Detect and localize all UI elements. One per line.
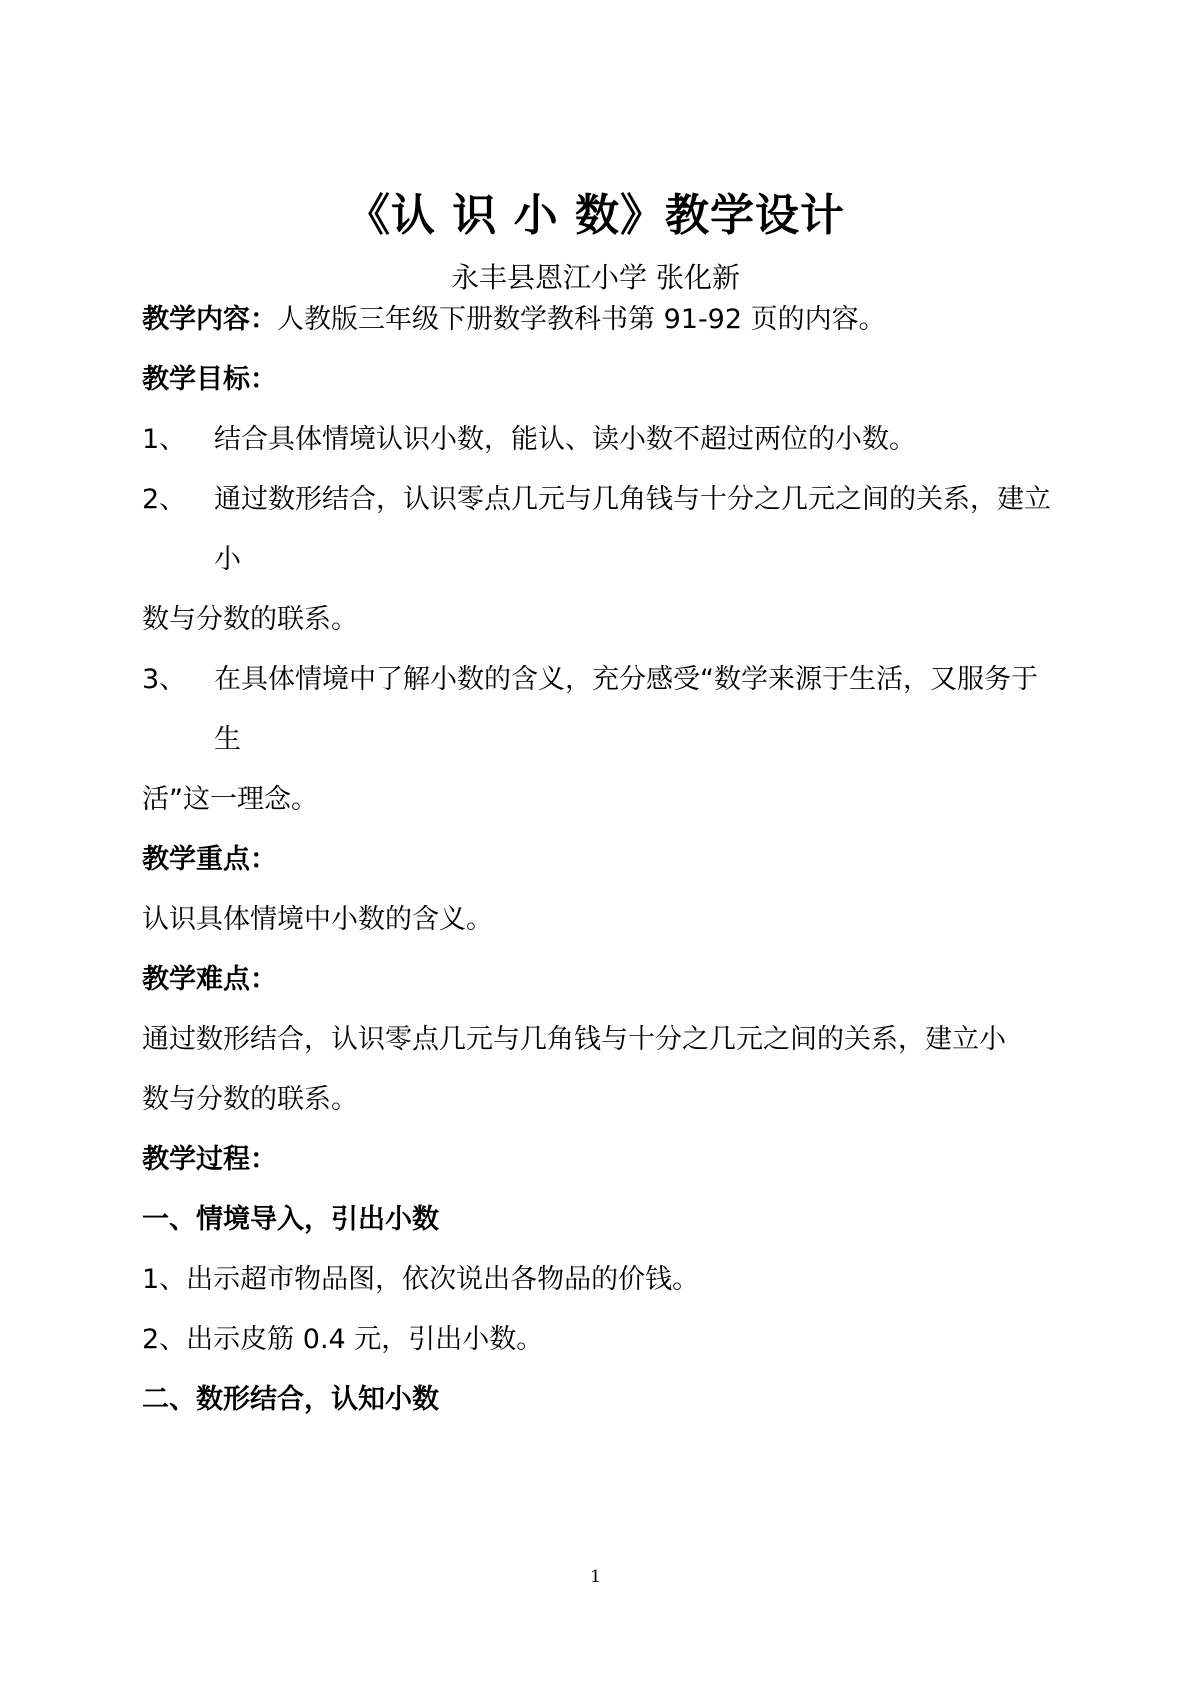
objective-2-number: 2、 <box>142 484 187 515</box>
difficulty-text-line1: 通过数形结合，认识零点几元与几角钱与十分之几元之间的关系，建立小 <box>142 1024 1006 1055</box>
content-line <box>142 302 886 338</box>
difficulty-heading: 教学难点： <box>142 964 277 995</box>
objective-3-text-line1: 在具体情境中了解小数的含义，充分感受“数学来源于生活，又服务于 <box>214 664 1038 695</box>
objective-3-text-line2: 生 <box>214 724 241 755</box>
key-point-heading: 教学重点： <box>142 844 277 875</box>
document-title: 《认 识 小 数》教学设计 <box>346 190 845 241</box>
document-author: 永丰县恩江小学 张化新 <box>451 261 740 294</box>
objective-3-continuation: 活”这一理念。 <box>142 784 318 815</box>
objective-2-continuation: 数与分数的联系。 <box>142 604 358 635</box>
section-1-step-2: 2、出示皮筋 0.4 元，引出小数。 <box>142 1324 544 1355</box>
section-1-step-1: 1、出示超市物品图，依次说出各物品的价钱。 <box>142 1264 700 1295</box>
difficulty-text-line2: 数与分数的联系。 <box>142 1084 358 1115</box>
page-number: 1 <box>590 1567 601 1587</box>
objective-1-number: 1、 <box>142 424 187 455</box>
content-label: 教学内容： <box>142 304 277 335</box>
objectives-heading: 教学目标： <box>142 364 277 395</box>
objective-2-text-line2: 小 <box>214 544 241 575</box>
objective-2-text-line1: 通过数形结合，认识零点几元与几角钱与十分之几元之间的关系，建立 <box>214 484 1051 515</box>
key-point-text: 认识具体情境中小数的含义。 <box>142 904 493 935</box>
content-text: 人教版三年级下册数学教科书第 91-92 页的内容。 <box>277 304 886 335</box>
section-2-heading: 二、数形结合，认知小数 <box>142 1384 439 1415</box>
objective-3-number: 3、 <box>142 664 187 695</box>
objective-1-text: 结合具体情境认识小数，能认、读小数不超过两位的小数。 <box>214 424 916 455</box>
process-heading: 教学过程： <box>142 1144 277 1175</box>
section-1-heading: 一、情境导入，引出小数 <box>142 1204 439 1235</box>
